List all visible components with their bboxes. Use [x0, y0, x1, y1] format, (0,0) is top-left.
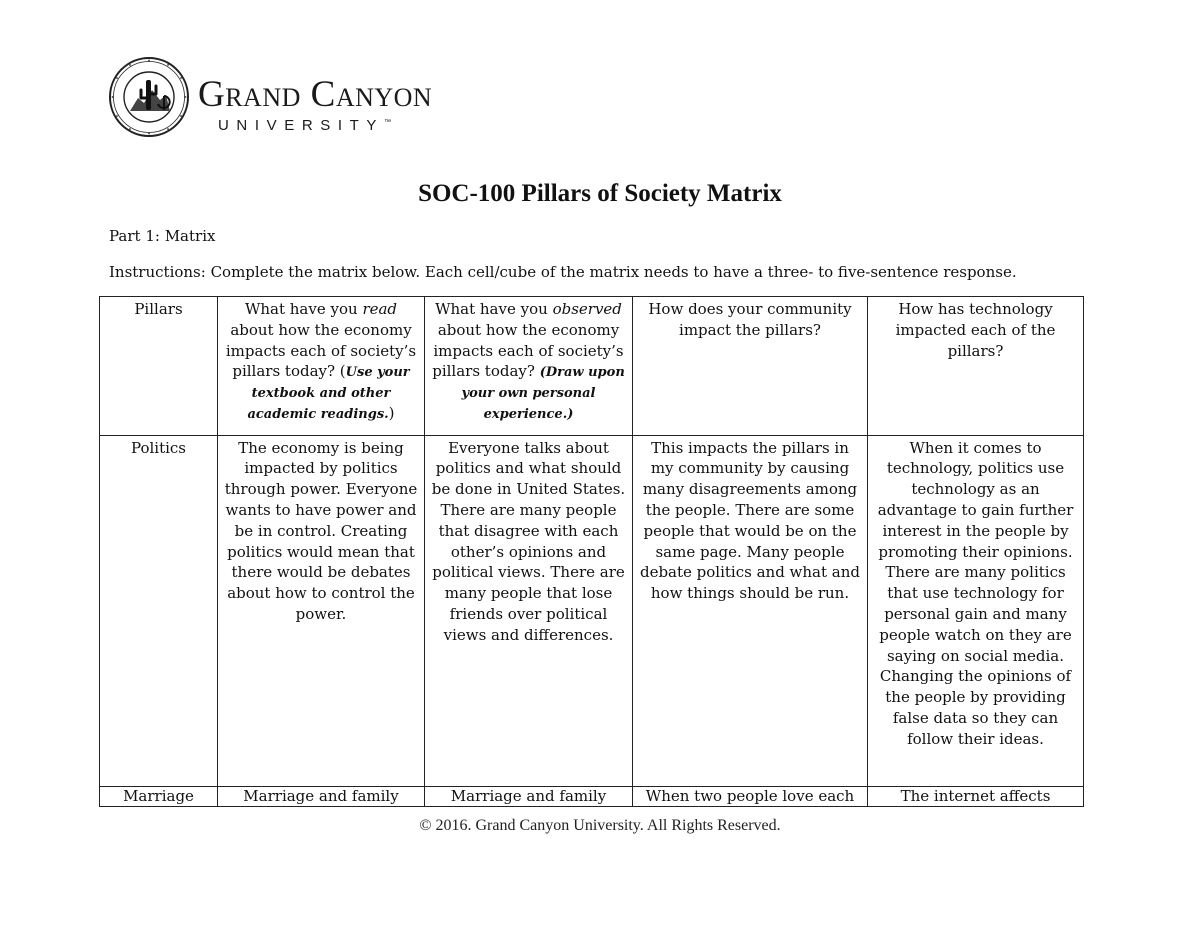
cell-community-marriage: When two people love each [633, 786, 868, 806]
pillars-matrix [99, 296, 1084, 807]
copyright-footer: © 2016. Grand Canyon University. All Rights Reserved. [419, 817, 781, 834]
cell-technology-marriage: The internet affects [868, 786, 1084, 806]
cell-read-marriage: Marriage and family [218, 786, 425, 806]
table-row [100, 786, 1084, 806]
cell-observed-politics: Everyone talks about politics and what should be done in United States. There are many people that disagree with each other’s opinions and political views. There are many people that lose friends over political views and differences. [425, 435, 633, 786]
logo-trademark: ™ [384, 119, 392, 126]
logo-name: Grand Canyon [198, 74, 433, 115]
university-seal-icon [108, 56, 190, 138]
part-heading: Part 1: Matrix [109, 227, 216, 245]
cell-community-politics: This impacts the pillars in my community by causing many disagreements among the people. There are some people that would be on the same page. Many people debate politics and what and how things should be run. [633, 435, 868, 786]
table-row [100, 435, 1084, 786]
cell-read-politics: The economy is being impacted by politics through power. Everyone wants to have power and be in control. Creating politics would mean that there would be debates about how to control the power. [218, 435, 425, 786]
header-read: What have you read about how the economy impacts each of society’s pillars today? (Use your textbook and other academic readings.) [218, 297, 425, 436]
header-observed: What have you observed about how the economy impacts each of society’s pillars today? (Draw upon your own personal experience.) [425, 297, 633, 436]
instructions: Instructions: Complete the matrix below. Each cell/cube of the matrix needs to have a three- to five-sentence response. [109, 263, 1017, 281]
header-community: How does your community impact the pillars? [633, 297, 868, 436]
row-pillar-politics: Politics [100, 435, 218, 786]
row-pillar-marriage: Marriage [100, 786, 218, 806]
page-title: SOC-100 Pillars of Society Matrix [418, 180, 782, 207]
cell-technology-politics: When it comes to technology, politics use technology as an advantage to gain further interest in the people by promoting their opinions. There are many politics that use technology for personal gain and many people watch on they are saying on social media. Changing the opinions of the people by providing false data so they can follow their ideas. [868, 435, 1084, 786]
cell-observed-marriage: Marriage and family [425, 786, 633, 806]
gcu-logo [108, 56, 488, 142]
matrix-header-row [100, 297, 1084, 436]
header-pillars: Pillars [100, 297, 218, 436]
header-technology: How has technology impacted each of the pillars? [868, 297, 1084, 436]
logo-wordmark [198, 76, 432, 134]
logo-subtitle: UNIVERSITY [218, 117, 385, 134]
